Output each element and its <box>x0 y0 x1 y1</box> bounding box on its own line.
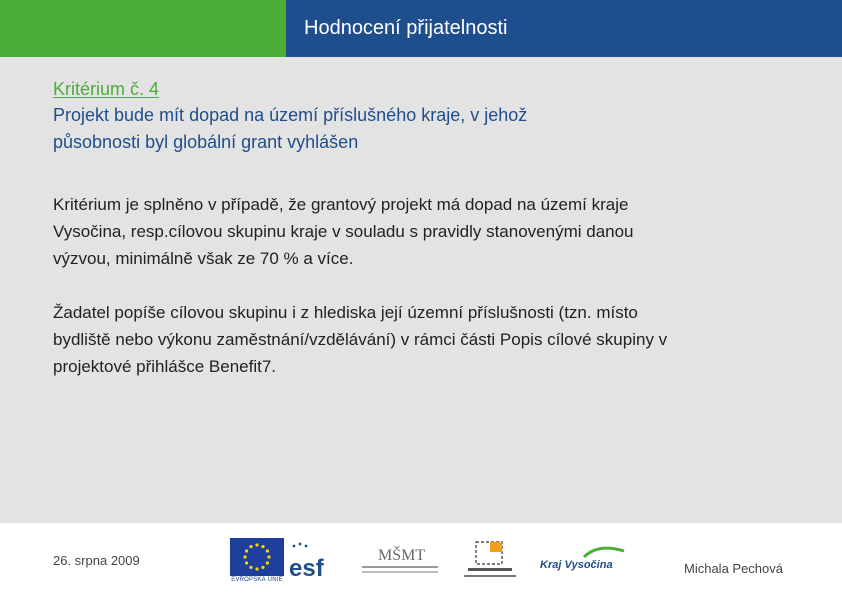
msmt-icon <box>360 538 440 584</box>
paragraph-applicant <box>53 299 813 380</box>
slide-title: Hodnocení přijatelnosti <box>304 17 508 39</box>
criterion-subtitle-line: Projekt bude mít dopad na území příslušného kraje, v jehož <box>53 105 528 125</box>
op-logo <box>462 538 518 584</box>
kraj-vysocina-logo <box>540 543 626 577</box>
paragraph-line: bydliště nebo výkonu zaměstnání/vzdělávání) v rámci části Popis cílové skupiny v <box>53 330 668 349</box>
criterion-subtitle-line: působnosti byl globální grant vyhlášen <box>53 132 359 152</box>
header-accent-bar <box>0 0 286 57</box>
criterion-title: Kritérium č. 4 <box>53 79 160 99</box>
kraj-text: Kraj Vysočina <box>540 559 613 571</box>
footer-date: 26. srpna 2009 <box>53 553 140 568</box>
paragraph-line: Vysočina, resp.cílovou skupinu kraje v souladu s pravidly stanovenými danou <box>53 222 634 241</box>
header-title-bar <box>286 0 842 57</box>
eu-caption: EVROPSKÁ UNIE <box>231 577 283 583</box>
criterion-subtitle <box>53 102 813 156</box>
footer <box>0 523 842 595</box>
content-panel <box>0 57 842 523</box>
msmt-logo <box>360 538 440 584</box>
esf-text: esf <box>289 555 324 582</box>
esf-logo <box>286 538 334 584</box>
footer-author: Michala Pechová <box>684 561 783 576</box>
paragraph-line: projektové přihlášce Benefit7. <box>53 357 277 376</box>
eu-flag-logo <box>230 538 284 584</box>
op-icon <box>462 538 518 584</box>
msmt-text: MŠMT <box>378 547 426 564</box>
paragraph-line: Žadatel popíše cílovou skupinu i z hlediska její územní příslušnosti (tzn. místo <box>53 303 638 322</box>
paragraph-line: Kritérium je splněno v případě, že grantový projekt má dopad na území kraje <box>53 195 629 214</box>
eu-flag-icon <box>230 538 284 576</box>
paragraph-fulfilment <box>53 191 813 272</box>
paragraph-line: výzvou, minimálně však ze 70 % a více. <box>53 249 354 268</box>
esf-icon <box>286 538 334 584</box>
kraj-swoosh-icon <box>540 543 626 559</box>
